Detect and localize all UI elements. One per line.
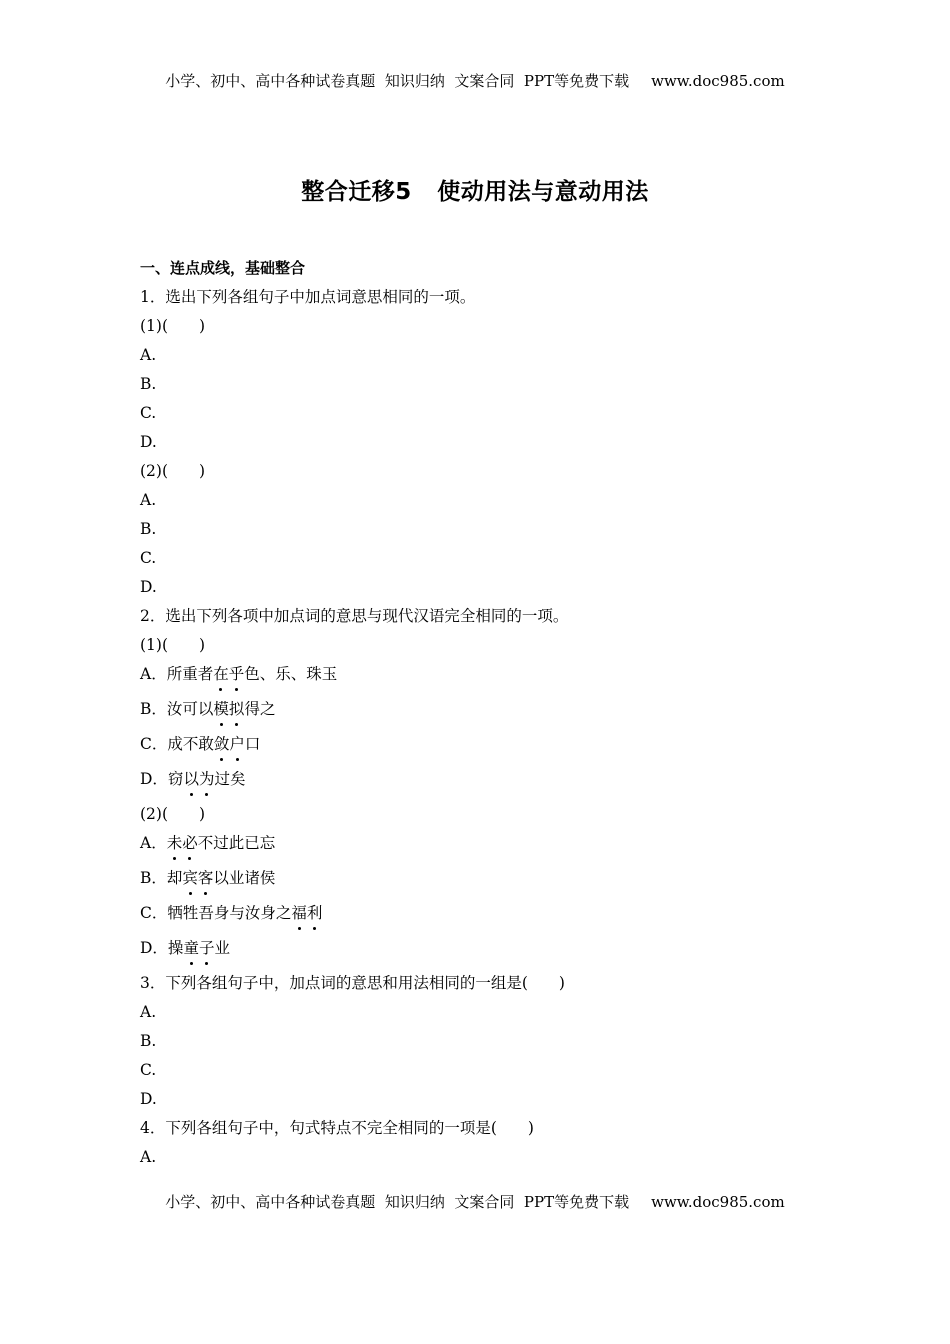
question-1-stem: 1．选出下列各组句子中加点词意思相同的一项。 [140,288,476,306]
page-footer [0,1191,950,1212]
dotted-char: 乎 [228,665,245,683]
dotted-char: 未 [166,834,183,852]
dotted-word [183,939,214,957]
option: B. [140,375,157,393]
option: C. [140,1061,157,1079]
option-2-1-b: B．汝可以模拟得之 [140,700,276,718]
dotted-char: 拟 [228,700,245,718]
option: B. [140,520,157,538]
dotted-word [183,770,214,788]
dotted-char: 敛 [213,735,230,753]
section-heading: 一、连点成线，基础整合 [140,259,306,277]
question-4-stem: 4．下列各组句子中，句式特点不完全相同的一项是( ) [140,1119,534,1137]
option: D. [140,1090,157,1108]
option-2-1-a: A．所重者在乎色、乐、珠玉 [140,665,338,683]
dotted-word [182,869,213,887]
dotted-char: 客 [197,869,214,887]
option: D. [140,433,157,451]
option: C. [140,404,157,422]
option: A. [140,346,157,364]
option-2-2-a: A．未必不过此已忘 [140,834,276,852]
question-2-part-1: (1)( ) [140,636,206,654]
dotted-word [291,904,322,922]
option-2-1-c: C．成不敢敛户口 [140,735,261,753]
option: A. [140,1148,157,1166]
dotted-char: 子 [198,939,215,957]
question-1-part-2: (2)( ) [140,462,206,480]
option-2-2-c: C．牺牲吾身与汝身之福利 [140,904,323,922]
option-2-1-d: D．窃以为过矣 [140,770,246,788]
footer-site: www.doc985.com [651,1193,785,1211]
dotted-word [213,700,244,718]
dotted-char: 以 [183,770,199,788]
document-body [140,257,820,1175]
header-site: www.doc985.com [651,72,785,90]
dotted-word [213,665,244,683]
question-2-stem: 2．选出下列各项中加点词的意思与现代汉语完全相同的一项。 [140,607,569,625]
dotted-char: 户 [229,735,245,753]
page-title: 整合迁移5 使动用法与意动用法 [301,179,649,205]
option: C. [140,549,157,567]
option-2-2-d: D．操童子业 [140,939,230,957]
dotted-word [167,834,198,852]
dotted-char: 为 [198,770,215,788]
question-3-stem: 3．下列各组句子中，加点词的意思和用法相同的一组是( ) [140,974,565,992]
question-2-part-2: (2)( ) [140,805,206,823]
footer-text: 小学、初中、高中各种试卷真题 知识归纳 文案合同 PPT等免费下载 [165,1193,630,1211]
dotted-char: 福 [291,904,307,922]
option: B. [140,1032,157,1050]
header-text: 小学、初中、高中各种试卷真题 知识归纳 文案合同 PPT等免费下载 [165,72,630,90]
dotted-char: 在 [213,665,229,683]
dotted-char: 必 [182,834,198,852]
option: A. [140,491,157,509]
option: D. [140,578,157,596]
question-1-part-1: (1)( ) [140,317,206,335]
option: A. [140,1003,157,1021]
page-header [0,70,950,91]
option-2-2-b: B．却宾客以业诸侯 [140,869,276,887]
dotted-char: 模 [213,700,229,718]
dotted-char: 宾 [182,869,198,887]
dotted-char: 利 [306,904,323,922]
dotted-char: 童 [183,939,199,957]
dotted-word [214,735,245,753]
